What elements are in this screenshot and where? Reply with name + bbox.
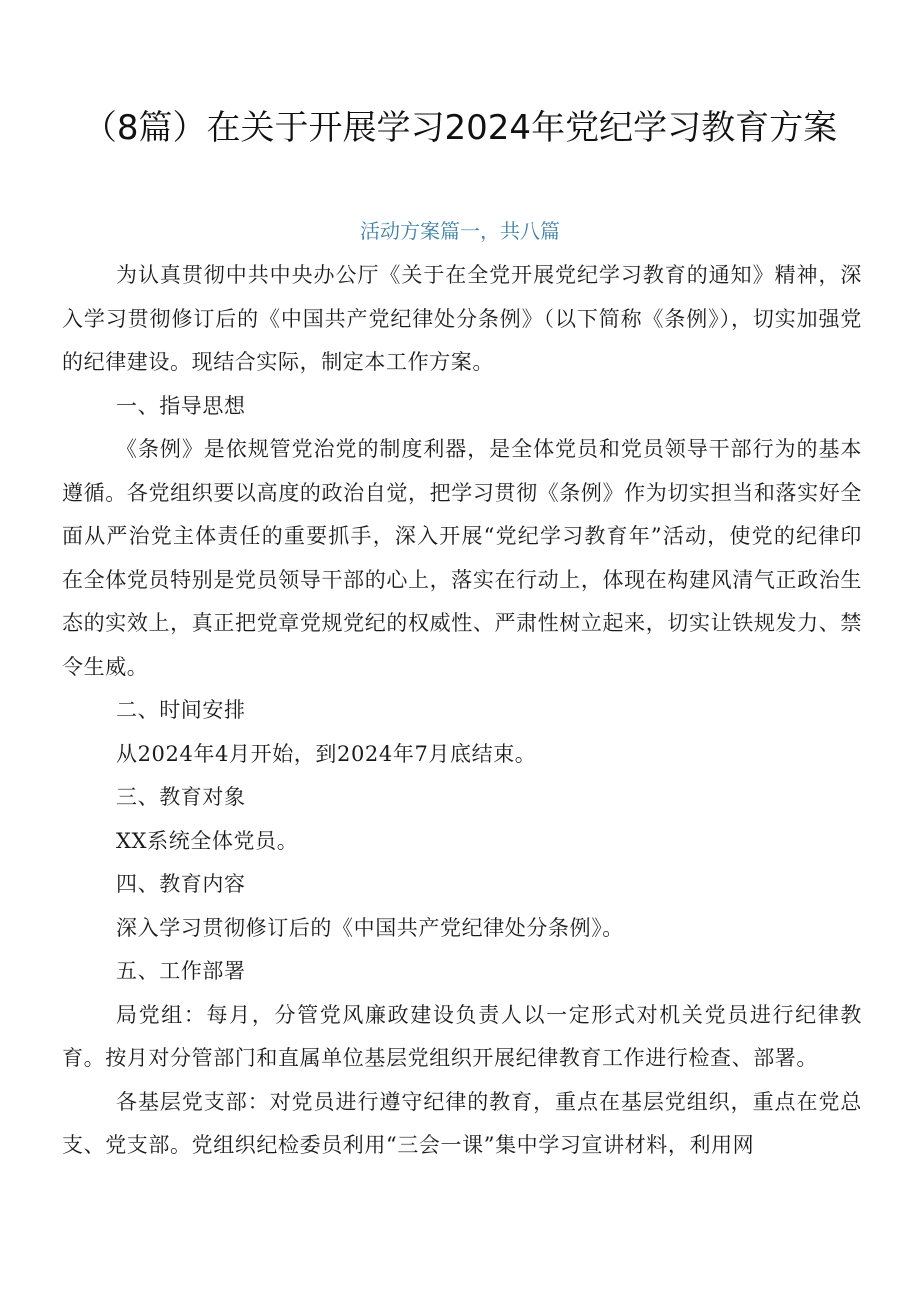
- document-title: （8篇）在关于开展学习2024年党纪学习教育方案: [82, 108, 838, 148]
- document-subtitle: 活动方案篇一，共八篇: [360, 219, 560, 243]
- document-body: [62, 254, 862, 1168]
- section-heading-deployment: 五、工作部署: [116, 959, 246, 983]
- section-heading-content: 四、教育内容: [116, 872, 246, 896]
- section-heading-schedule: 二、时间安排: [116, 698, 246, 722]
- section-heading-guiding-thought: 一、指导思想: [116, 393, 246, 418]
- paragraph-audience: XX系统全体党员。: [116, 828, 299, 853]
- paragraph-schedule: 从2024年4月开始，到2024年7月底结束。: [116, 741, 537, 766]
- paragraph-bureau-party-group: 局党组：每月，分管党风廉政建设负责人以一定形式对机关党员进行纪律教育。按月对分管部门和直属单位基层党组织开展纪律教育工作进行检查、部署。: [62, 1002, 862, 1070]
- section-heading-audience: 三、教育对象: [116, 785, 246, 809]
- paragraph-content: 深入学习贯彻修订后的《中国共产党纪律处分条例》。: [116, 915, 624, 940]
- paragraph-branch-committees: 各基层党支部：对党员进行遵守纪律的教育，重点在基层党组织，重点在党总支、党支部。党组织纪检委员利用“三会一课”集中学习宣讲材料，利用网: [62, 1089, 862, 1157]
- paragraph-guiding-thought: 《条例》是依规管党治党的制度利器，是全体党员和党员领导干部行为的基本遵循。各党组织要以高度的政治自觉，把学习贯彻《条例》作为切实担当和落实好全面从严治党主体责任的重要抓手，深入开展“党纪学习教育年”活动，使党的纪律印在全体党员特别是党员领导干部的心上，落实在行动上，体现在构建风清气正政治生态的实效上，真正把党章党规党纪的权威性、严肃性树立起来，切实让铁规发力、禁令生威。: [62, 437, 862, 679]
- paragraph-intro: 为认真贯彻中共中央办公厅《关于在全党开展党纪学习教育的通知》精神，深入学习贯彻修订后的《中国共产党纪律处分条例》（以下简称《条例》），切实加强党的纪律建设。现结合实际，制定本工作方案。: [62, 263, 862, 374]
